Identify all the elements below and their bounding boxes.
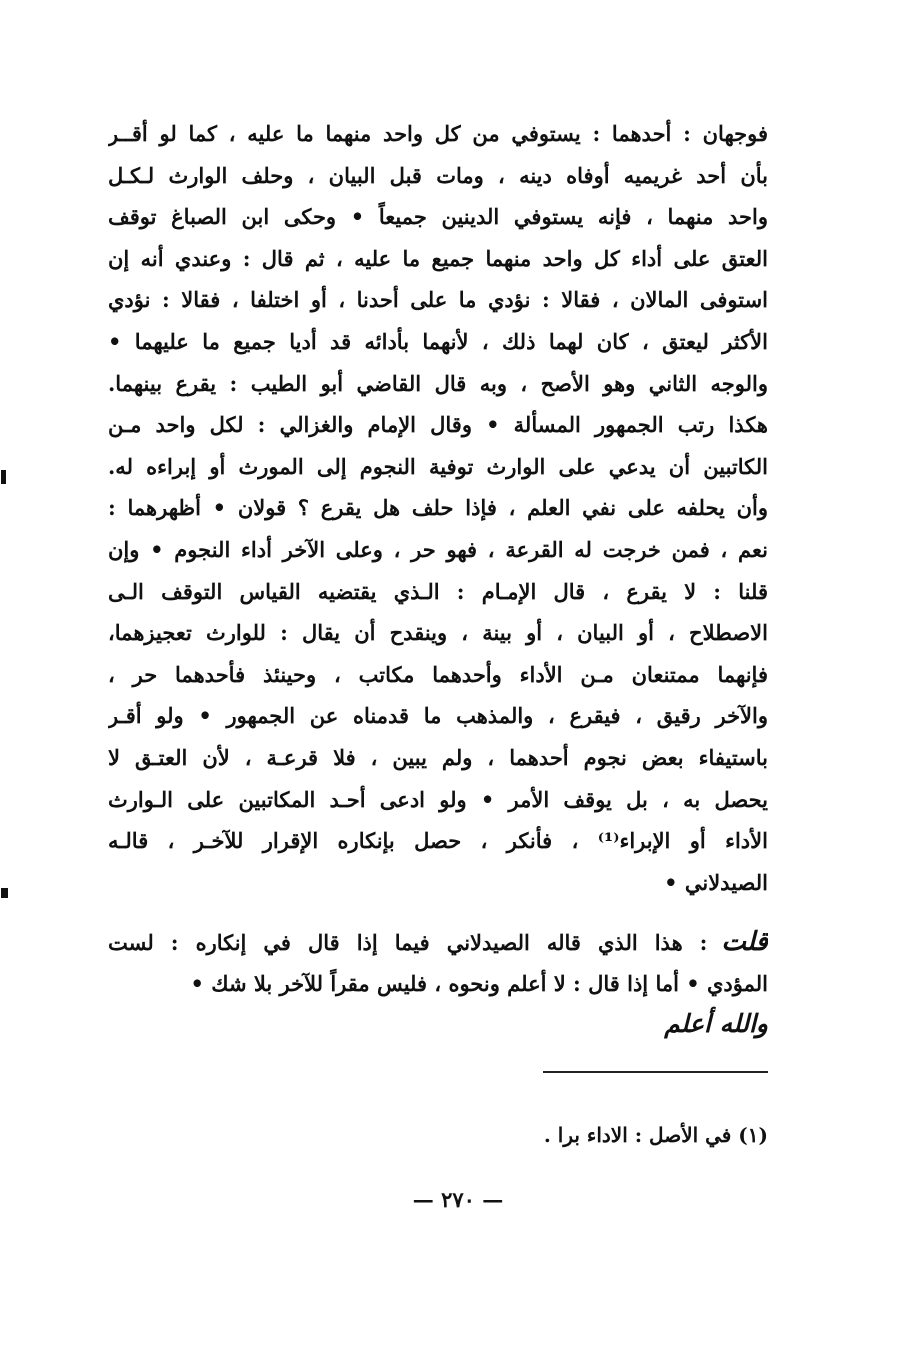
text-line: نعم ، فمن خرجت له القرعة ، فهو حر ، وعلى الآخر أداء النجوم • وإن bbox=[108, 536, 768, 562]
note-line: المؤدي • أما إذا قال : لا أعلم ونحوه ، فليس مقراً للآخر بلا شك • bbox=[190, 971, 768, 996]
text-line: هكذا رتب الجمهور المسألة • وقال الإمام والغزالي : لكل واحد مـن bbox=[108, 412, 768, 438]
text-line: فوجهان : أحدهما : يستوفي من كل واحد منهما ما عليه ، كما لو أقــر bbox=[108, 121, 768, 146]
scan-mark bbox=[1, 888, 8, 898]
closing-phrase: والله أعلم bbox=[664, 1009, 768, 1038]
text-line: والآخر رقيق ، فيقرع ، والمذهب ما قدمناه عن الجمهور • ولو أقـر bbox=[108, 703, 768, 729]
scan-mark bbox=[1, 470, 6, 484]
text-line: استوفى المالان ، فقالا : نؤدي ما على أحدنا ، أو اختلفا ، فقالا : نؤدي bbox=[108, 287, 768, 313]
footnote-divider bbox=[543, 1071, 768, 1073]
text-line: فإنهما ممتنعان مـن الأداء وأحدهما مكاتب ، وحينئذ فأحدهما حر ، bbox=[108, 661, 768, 687]
text-line: العتق على أداء كل واحد منهما جميع ما عليه ، ثم قال : وعندي أنه إن bbox=[108, 245, 768, 271]
text-line: يحصل به ، بل يوقف الأمر • ولو ادعى أحـد المكاتبين على الـوارث bbox=[108, 786, 768, 812]
text-line: الكاتبين أن يدعي على الوارث توفية النجوم إلى المورث أو إبراءه له. bbox=[108, 453, 768, 479]
text-line: الأكثر ليعتق ، كان لهما ذلك ، لأنهما بأدائه قد أديا جميع ما عليهما • bbox=[108, 328, 768, 354]
text-line: الصيدلاني • bbox=[664, 869, 768, 895]
text-line: قلنا : لا يقرع ، قال الإمـام : الـذي يقتضيه القياس التوقف الـى bbox=[108, 578, 768, 604]
text-line: وأن يحلفه على نفي العلم ، فإذا حلف هل يقرع ؟ قولان • أظهرهما : bbox=[108, 495, 768, 521]
text-line: الأداء أو الإبراء⁽¹⁾ ، فأنكر ، حصل بإنكاره الإقرار للآخـر ، قالـه bbox=[108, 828, 768, 854]
note-line bbox=[108, 922, 768, 963]
editor-note bbox=[108, 922, 768, 1004]
text-line: باستيفاء بعض نجوم أحدهما ، ولم يبين ، فلا قرعـة ، لأن العتـق لا bbox=[108, 744, 768, 770]
main-text bbox=[108, 113, 768, 903]
note-heading: قلت bbox=[721, 927, 768, 957]
text-line: بأن أحد غريميه أوفاه دينه ، ومات قبل البيان ، وحلف الوارث لـكـل bbox=[108, 162, 768, 188]
text-line: الاصطلاح ، أو البيان ، أو بينة ، وينقدح أن يقال : للوارث تعجيزهما، bbox=[108, 620, 768, 646]
note-text: : هذا الذي قاله الصيدلاني فيما إذا قال في إنكاره : لست bbox=[108, 930, 708, 955]
text-line: والوجه الثاني وهو الأصح ، وبه قال القاضي أبو الطيب : يقرع بينهما. bbox=[108, 370, 768, 396]
text-line: واحد منهما ، فإنه يستوفي الدينين جميعاً • وحكى ابن الصباغ توقف bbox=[108, 204, 768, 230]
page-number: — ٢٧٠ — bbox=[412, 1187, 504, 1212]
footnote: (١) في الأصل : الاداء برا . bbox=[543, 1123, 768, 1147]
